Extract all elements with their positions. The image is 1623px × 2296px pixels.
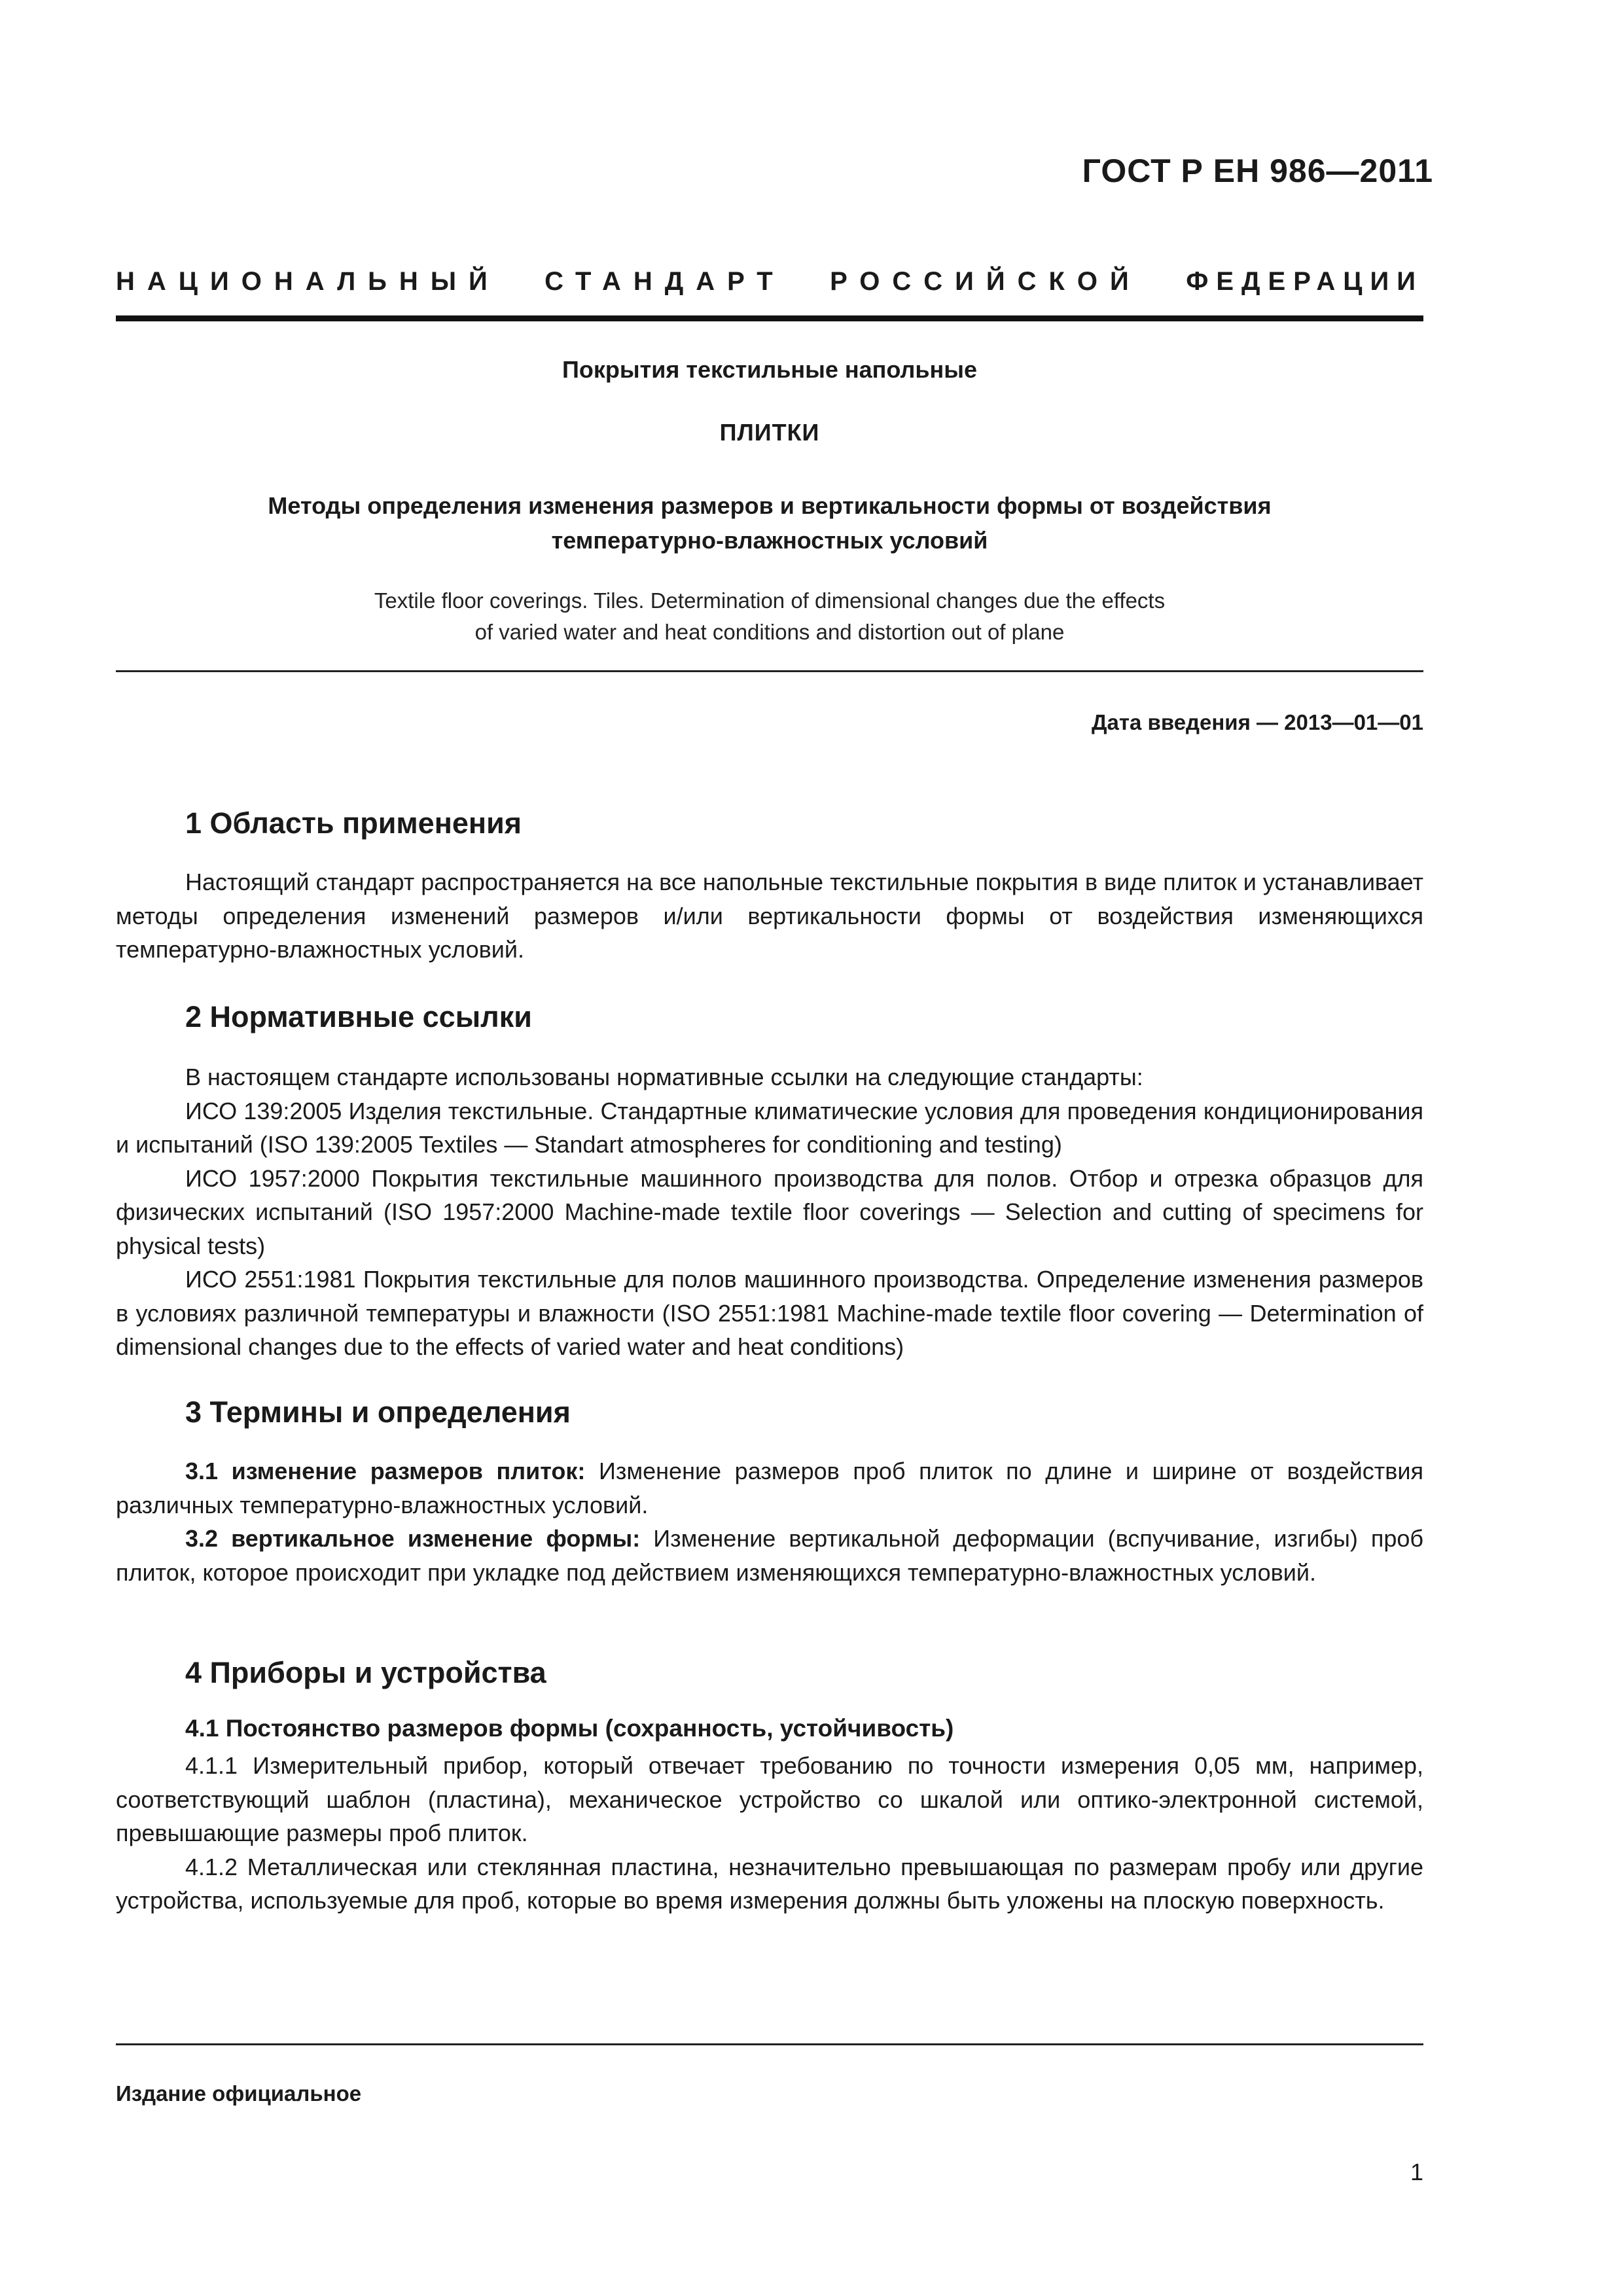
section-heading-equipment: 4 Приборы и устройства — [185, 1656, 546, 1689]
banner-word: НАЦИОНАЛЬНЫЙ — [116, 267, 500, 296]
term-definition — [116, 1522, 1423, 1589]
title-english-line: Textile floor coverings. Tiles. Determination of dimensional changes due the effects — [374, 588, 1166, 613]
banner-word: РОССИЙСКОЙ — [830, 267, 1141, 296]
page-number: 1 — [1410, 2159, 1423, 2185]
standard-number: ГОСТ Р ЕН 986—2011 — [1082, 152, 1433, 189]
section-heading-references: 2 Нормативные ссылки — [185, 1000, 532, 1033]
national-standard-banner — [116, 267, 1423, 296]
paragraph: Настоящий стандарт распространяется на все напольные текстильные покрытия в виде плиток и устанавливает методы определения изменений размеров и/или вертикальности формы от воздействия изменяющихся температурно-влажностных условий. — [116, 869, 1423, 963]
equipment-block — [116, 1749, 1423, 1918]
banner-word: СТАНДАРТ — [544, 267, 785, 296]
title-divider — [116, 670, 1423, 672]
title-sub-line: температурно-влажностных условий — [551, 527, 988, 554]
term-name: 3.2 вертикальное изменение формы: — [185, 1525, 641, 1552]
paragraph: В настоящем стандарте использованы нормативные ссылки на следующие стандарты: — [185, 1064, 1143, 1090]
official-edition-label: Издание официальное — [116, 2081, 362, 2106]
section-heading-scope: 1 Область применения — [185, 806, 522, 840]
title-english — [116, 585, 1423, 648]
title-main: ПЛИТКИ — [719, 419, 820, 446]
introduction-date: Дата введения — 2013—01—01 — [1092, 710, 1423, 734]
paragraph: 4.1.2 Металлическая или стеклянная пластина, незначительно превышающая по размерам пробу или другие устройства, используемые для проб, которые во время измерения должны быть уложены на плоскую поверхность. — [116, 1853, 1423, 1914]
title-subject: Покрытия текстильные напольные — [562, 356, 977, 383]
terms-block — [116, 1454, 1423, 1589]
section-heading-terms: 3 Термины и определения — [185, 1395, 571, 1429]
subsection-heading: 4.1 Постоянство размеров формы (сохранность, устойчивость) — [185, 1715, 954, 1742]
reference-item: ИСО 139:2005 Изделия текстильные. Стандартные климатические условия для проведения кондиционирования и испытаний (ISO 139:2005 Textiles — Standart atmospheres for conditioning and testing) — [116, 1097, 1423, 1158]
term-name: 3.1 изменение размеров плиток: — [185, 1458, 586, 1484]
title-sub — [116, 488, 1423, 558]
footer-divider — [116, 2043, 1423, 2045]
reference-item: ИСО 1957:2000 Покрытия текстильные машинного производства для полов. Отбор и отрезка образцов для физических испытаний (ISO 1957:2000 Machine-made textile floor coverings — Selection and cutting of specimens for physical tests) — [116, 1164, 1423, 1259]
term-definition — [116, 1454, 1423, 1522]
title-english-line: of varied water and heat conditions and distortion out of plane — [474, 620, 1065, 644]
title-sub-line: Методы определения изменения размеров и вертикальности формы от воздействия — [268, 492, 1272, 519]
reference-item: ИСО 2551:1981 Покрытия текстильные для полов машинного производства. Определение изменения размеров в условиях различной температуры и влажности (ISO 2551:1981 Machine-made textile floor covering — Determination of dimensional changes due to the effects of varied water and heat conditions) — [116, 1266, 1423, 1360]
term-text: Изменение вертикальной деформации (вспучивание, изгибы) проб плиток, которое происходит при укладке под действием изменяющихся температурно-влажностных условий. — [116, 1525, 1424, 1586]
paragraph: 4.1.1 Измерительный прибор, который отвечает требованию по точности измерения 0,05 мм, например, соответствующий шаблон (пластина), механическое устройство со шкалой или оптико-электронной системой, превышающие размеры проб плиток. — [116, 1752, 1423, 1846]
banner-word: ФЕДЕРАЦИИ — [1186, 267, 1423, 296]
term-text: Изменение размеров проб плиток по длине и ширине от воздействия различных температурно-влажностных условий. — [116, 1458, 1423, 1518]
references-block — [116, 1060, 1423, 1364]
header-divider — [116, 315, 1423, 321]
